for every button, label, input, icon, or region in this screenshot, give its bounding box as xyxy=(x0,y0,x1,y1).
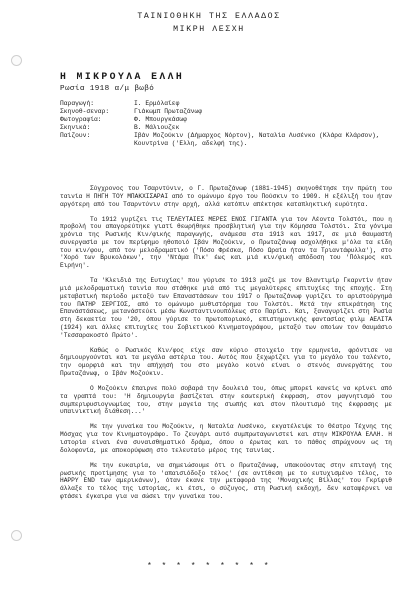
paragraph: Σύγχρονος του Τσαρντύνιν, ο Γ. Πρωταζάνωφ (1881-1945) σκηνοθέτησε την πρώτη του ταινία Η ΠΗΓΗ ΤΟΥ ΜΠΑΚΧΙΣΑΡΑΙ από το ομώνυμο έργο του Πούσκιν το 1909. Η εξέλιξή του ήταν αργότερη από του Τσαρντύνιν στην αρχή, αλλά κατόπιν απέκτησε καταπληκτική ευρύτητα. xyxy=(60,185,392,208)
credit-row xyxy=(60,116,390,124)
credit-row xyxy=(60,132,390,148)
credit-label: Φωτογραφία: xyxy=(60,116,102,123)
credit-value: Ι. Ερμόλαϊεφ xyxy=(134,100,180,107)
credit-value: Γιάκωμπ Πρωταζάνωφ xyxy=(134,108,203,115)
film-year-line: Ρωσία 1918 α/μ βωβό xyxy=(60,85,155,93)
credit-row xyxy=(60,124,390,132)
paragraph: Καθώς ο Ρωσικός Κιν/φος είχε σαν κύριο στοιχείο την ερμηνεία, φρόντισε να δημιουργούνται και τα μεγάλα αστέρια του. Αυτός που ξεχωρίζει για το μεγάλο του ταλέντο, την ομορφιά και την απήχησή του στο μεγάλο κοινό είναι ο στενός συνεργάτης του Πρωταζάνωφ, ο Ιβάν Μοζούκιν. xyxy=(60,346,392,377)
closing-stars: * * * * * * * * * xyxy=(146,562,272,571)
paragraph: Το 1912 γυρίζει τις ΤΕΛΕΥΤΑΙΕΣ ΜΕΡΕΣ ΕΝΟΣ ΓΙΓΑΝΤΑ για τον Λέοντα Τολστόι, που η προβολή του απαγορεύτηκε γιατί θεωρήθηκε προσβλητική για την Κόμησσα Τολστόι. Στα γόνιμα χρόνια της Ρωσικής Κιν/φικής παραγωγής, ανάμεσα στα 1913 και 1917, σε μιά θαυμαστή συνεργασία με τον περίφημο ηθοποιό Ιβάν Μοζούκιν, ο Πρωταζάνωφ ασχολήθηκε μ'όλα τα είδη του κιν/φου, από τον μελοδραματικό ('Πόσο Φρέσκα, Πόσο Ωραία ήταν τα Τριαντάφυλλα'), στο 'Χορό των Βρυκολάκων', την 'Ντάμα Πικ' έως και μιά κιν/φική απόδοση του 'Πόλεμος και Ειρήνη'. xyxy=(60,215,392,270)
credit-value: Φ. Μπουργκάσωφ xyxy=(134,116,187,123)
credit-label: Παραγωγή: xyxy=(60,100,95,107)
credit-row xyxy=(60,108,390,116)
credit-label: Σκηνικά: xyxy=(60,124,91,131)
paragraph: Ο Μοζούκιν έπαιρνε πολύ σοβαρά την δουλειά του, όπως μπορεί κανείς να κρίνει από τα γραπτά του: 'Η δημιουργία βασίζεται στην εσωτερική έκφραση, στον μαγνητισμό του συμπεριφυσιογνωμίας του, στην μαγεία της σιωπής και στον πλουτισμό της έκφρασης με υπαινικτική διάθεση...' xyxy=(60,385,392,416)
credit-value: Ιβάν Μοζούκιν (Δήμαρχος Νόρτον), Ναταλία Λυσένκο (Κλάρα Κλάρσον), Κουντρίνα ('Ελλη, αδελφή της). xyxy=(134,132,380,147)
paragraph: Με την ευκαιρία, να σημειώσουμε ότι ο Πρωταζάνωφ, υπακούοντας στην επιταγή της ρωσικής προτίμησης για το 'απαισιόδοξο τέλος' (σε αντίθεση με το ευτυχισμένο τέλος, το HAPPY END των αμερικάνων), όταν έκανε την μεταφορά της 'Μοναχικής Βίλλας' του Γκρίφιθ άλλαξε το τέλος της ιστορίας, κι έτσι, ο σύζυγος, στη Ρωσική εκδοχή, δεν καταφέρνει να φτάσει έγκαιρα για να σώσει την γυναίκα του. xyxy=(60,461,392,500)
archive-name: ΤΑΙΝΙΟΘΗΚΗ ΤΗΣ ΕΛΛΑΔΟΣ xyxy=(137,12,281,21)
film-title: Η ΜΙΚΡΟΥΛΑ ΕΛΛΗ xyxy=(60,71,185,82)
punch-hole xyxy=(11,55,22,66)
body-text xyxy=(60,185,392,508)
paragraph: Τα 'Κλειδιά της Ευτυχίας' που γύρισε το 1913 μαζί με τον Βλαντιμίρ Γκαρντίν ήταν μιά μελοδραματική ταινία που στάθηκε μιά από τις μεγαλύτερες επιτυχίες της εποχής. Στη μεταβατική περίοδο μεταξύ των Επαναστάσεων του 1917 ο Πρωταζάνωφ γυρίζει το αριστούργημά του ΠΑΤΗΡ ΣΕΡΓΙΟΣ, από το ομώνυμο μυθιστόρημα του Τολστόι. Μετά την επικράτηση της Επανάστάσεως, μετανάστεύει μέσω Κωνσταντινουπόλεως στο Παρίσι. Και, ξαναγυρίζει στη Ρωσία στη δεκαετία του '20, όπου γύρισε το πρωτοποριακό, επιστημονικής φαντασίας φιλμ ΑΕΛΙΤΑ (1924) και άλλες επιτυχίες του Σοβιετικού Κινηματογράφου, μεταξύ των οποίων τον Θαυμάσιο 'Τεσσαρακοστό Πρώτο'. xyxy=(60,277,392,339)
credits-block xyxy=(60,100,390,148)
paragraph: Με την γυναίκα του Μοζούκιν, η Ναταλία Λυσένκο, εκγατέλειψε το Θέατρο Τέχνης της Μόσχας για τον Κινηματογράφο. Το ζευγάρι αυτό συμπρωταγωνιστεί και στην ΜΙΚΡΟΥΛΑ ΕΛΛΗ. Η ιστορία είναι ένα συναισθηματικό δράμα, όπου ο έρωτας και το πάθος σπρώχνουν ως τη δολοφονία, με αποκορύφωση στο τελευταίο μέρος της ταινίας. xyxy=(60,423,392,454)
credit-row xyxy=(60,100,390,108)
club-name: ΜΙΚΡΗ ΛΕΣΧΗ xyxy=(173,25,245,34)
credit-label: Παίζουν: xyxy=(60,132,91,139)
punch-hole xyxy=(11,530,22,541)
credit-value: Β. Μάλιουζεκ xyxy=(134,124,180,131)
credit-label: Σκηνοθ-σεναρ: xyxy=(60,108,110,115)
